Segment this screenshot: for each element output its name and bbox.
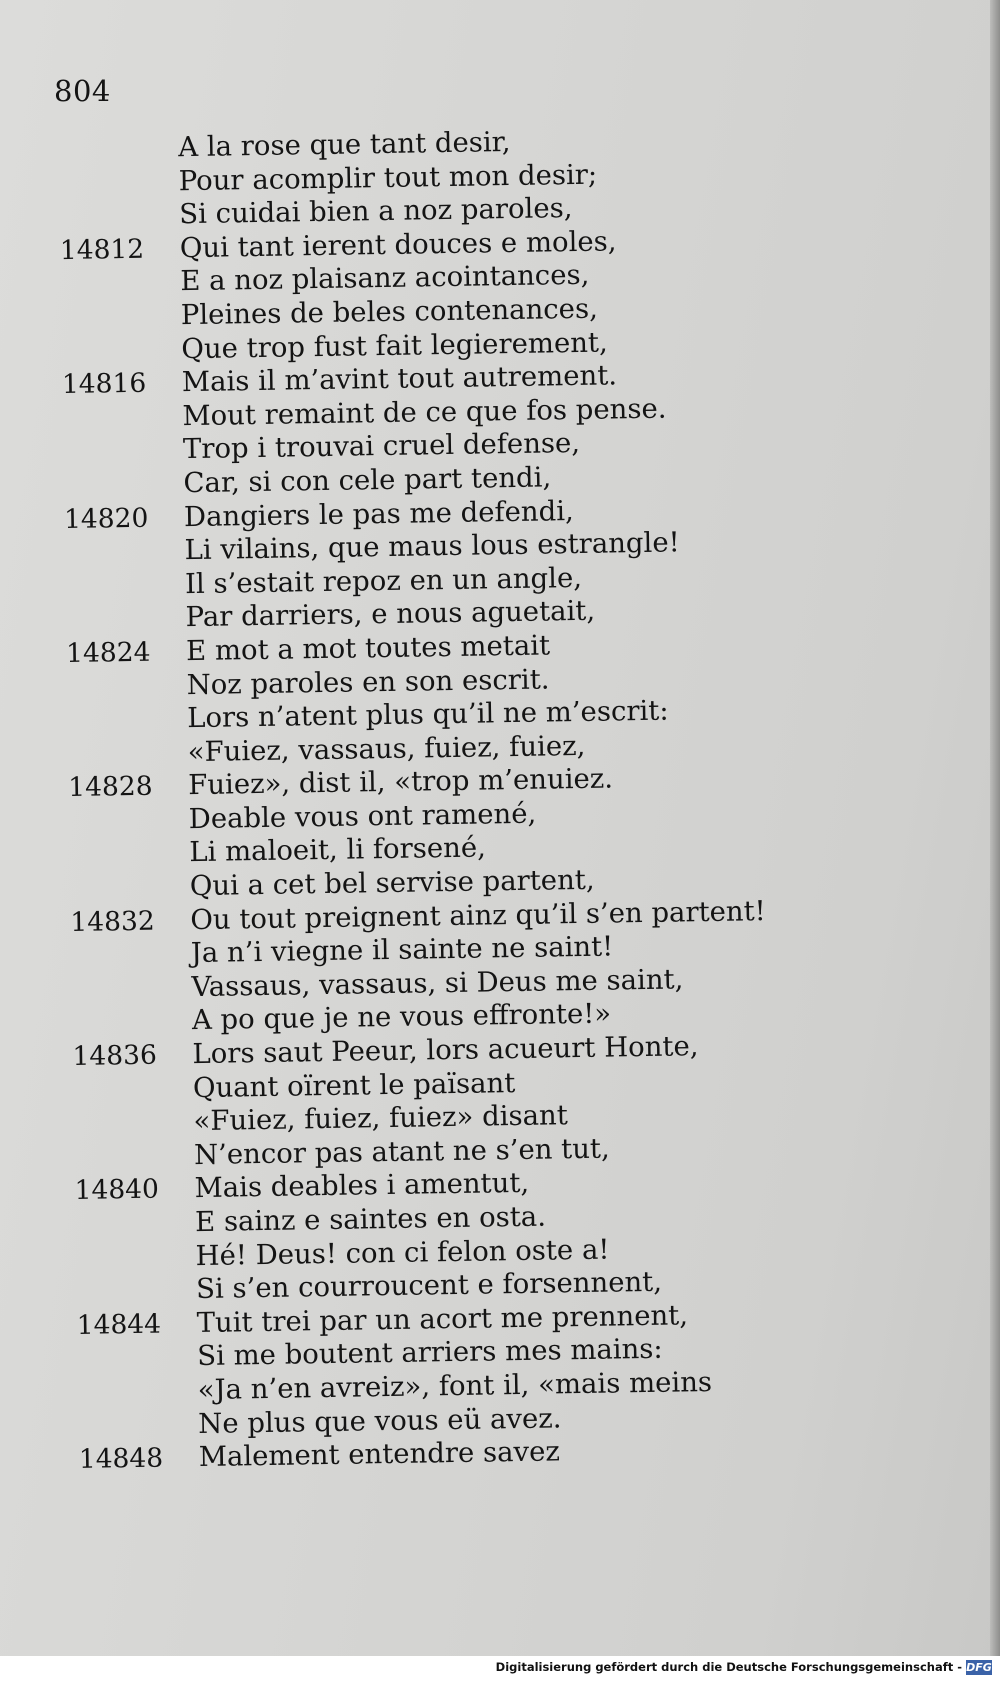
verse-text: Que trop fust fait legierement, xyxy=(181,326,608,365)
verse-text: Noz paroles en son escrit. xyxy=(186,662,550,701)
verse-text: Par darriers, e nous aguetait, xyxy=(185,595,596,634)
verse-text: Ou tout preignent ainz qu’il s’en partent! xyxy=(190,894,766,936)
verse-text: Ja n’i viegne il sainte ne saint! xyxy=(190,930,614,970)
verse-text: Hé! Deus! con ci felon oste a! xyxy=(195,1233,610,1272)
line-number: 14848 xyxy=(78,1442,164,1476)
line-number: 14820 xyxy=(63,502,149,535)
footer-credit: Digitalisierung gefördert durch die Deutsche Forschungsgemeinschaft - xyxy=(495,1660,962,1674)
verse-text: Malement entendre savez xyxy=(198,1435,561,1474)
verse-text: Quant oïrent le païsant xyxy=(192,1066,516,1104)
verse-text: Fuiez», dist il, «trop m’enuiez. xyxy=(188,762,614,802)
verse-text: E a noz plaisanz acointances, xyxy=(180,259,590,298)
line-number: 14832 xyxy=(70,905,155,938)
verse-text: Qui tant ierent douces e moles, xyxy=(179,225,617,264)
dfg-logo: DFG xyxy=(966,1661,992,1674)
verse-text: A po que je ne vous effronte!» xyxy=(191,997,612,1037)
verse-text: Pleines de beles contenances, xyxy=(180,292,599,332)
verse-text: Si s’en courroucent e forsennent, xyxy=(195,1265,663,1306)
line-number: 14828 xyxy=(68,770,153,804)
line-number: 14844 xyxy=(76,1308,162,1341)
verse-text: Vassaus, vassaus, si Deus me saint, xyxy=(191,963,684,1003)
verse-text: Mais il m’avint tout autrement. xyxy=(181,359,618,399)
verse-text: E mot a mot toutes metait xyxy=(185,629,551,668)
verse-text: Pour acomplir tout mon desir; xyxy=(178,158,598,197)
line-number: 14824 xyxy=(65,636,151,669)
verse-block xyxy=(0,118,1000,1477)
verse-text: Trop i trouvai cruel defense, xyxy=(182,427,581,466)
verse-text: «Ja n’en avreiz», font il, «mais meins xyxy=(197,1365,713,1407)
verse-text: Lors n’atent plus qu’il ne m’escrit: xyxy=(186,694,669,735)
verse-text: Dangiers le pas me defendi, xyxy=(183,494,575,533)
line-number: 14816 xyxy=(61,367,147,401)
verse-text: Li vilains, que maus lous estrangle! xyxy=(184,526,680,567)
verse-text: Deable vous ont ramené, xyxy=(188,797,537,835)
verse-text: Lors saut Peeur, lors acueurt Honte, xyxy=(192,1030,699,1071)
verse-text: Li maloeit, li forsené, xyxy=(189,831,487,869)
verse-text: Qui a cet bel servise partent, xyxy=(189,863,595,903)
page-number: 804 xyxy=(54,74,111,108)
verse-text: E sainz e saintes en osta. xyxy=(194,1200,547,1239)
line-number: 14836 xyxy=(72,1039,158,1073)
verse-text: A la rose que tant desir, xyxy=(177,125,511,164)
verse-text: «Fuiez, fuiez, fuiez» disant xyxy=(193,1099,569,1138)
verse-text: Si me boutent arriers mes mains: xyxy=(196,1333,663,1373)
footer-bar xyxy=(0,1656,1000,1681)
verse-text: Tuit trei par un acort me prennent, xyxy=(196,1299,689,1339)
verse-text: Il s’estait repoz en un angle, xyxy=(184,561,583,600)
line-number: 14812 xyxy=(59,233,145,266)
verse-text: N’encor pas atant ne s’en tut, xyxy=(193,1132,610,1171)
verse-text: Si cuidai bien a noz paroles, xyxy=(179,192,573,231)
verse-text: Ne plus que vous eü avez. xyxy=(198,1401,562,1440)
verse-text: Car, si con cele part tendi, xyxy=(183,461,552,500)
line-number: 14840 xyxy=(74,1174,160,1207)
verse-text: «Fuiez, vassaus, fuiez, fuiez, xyxy=(187,729,586,768)
verse-text: Mais deables i amentut, xyxy=(194,1167,530,1205)
verse-text: Mout remaint de ce que fos pense. xyxy=(182,392,667,432)
